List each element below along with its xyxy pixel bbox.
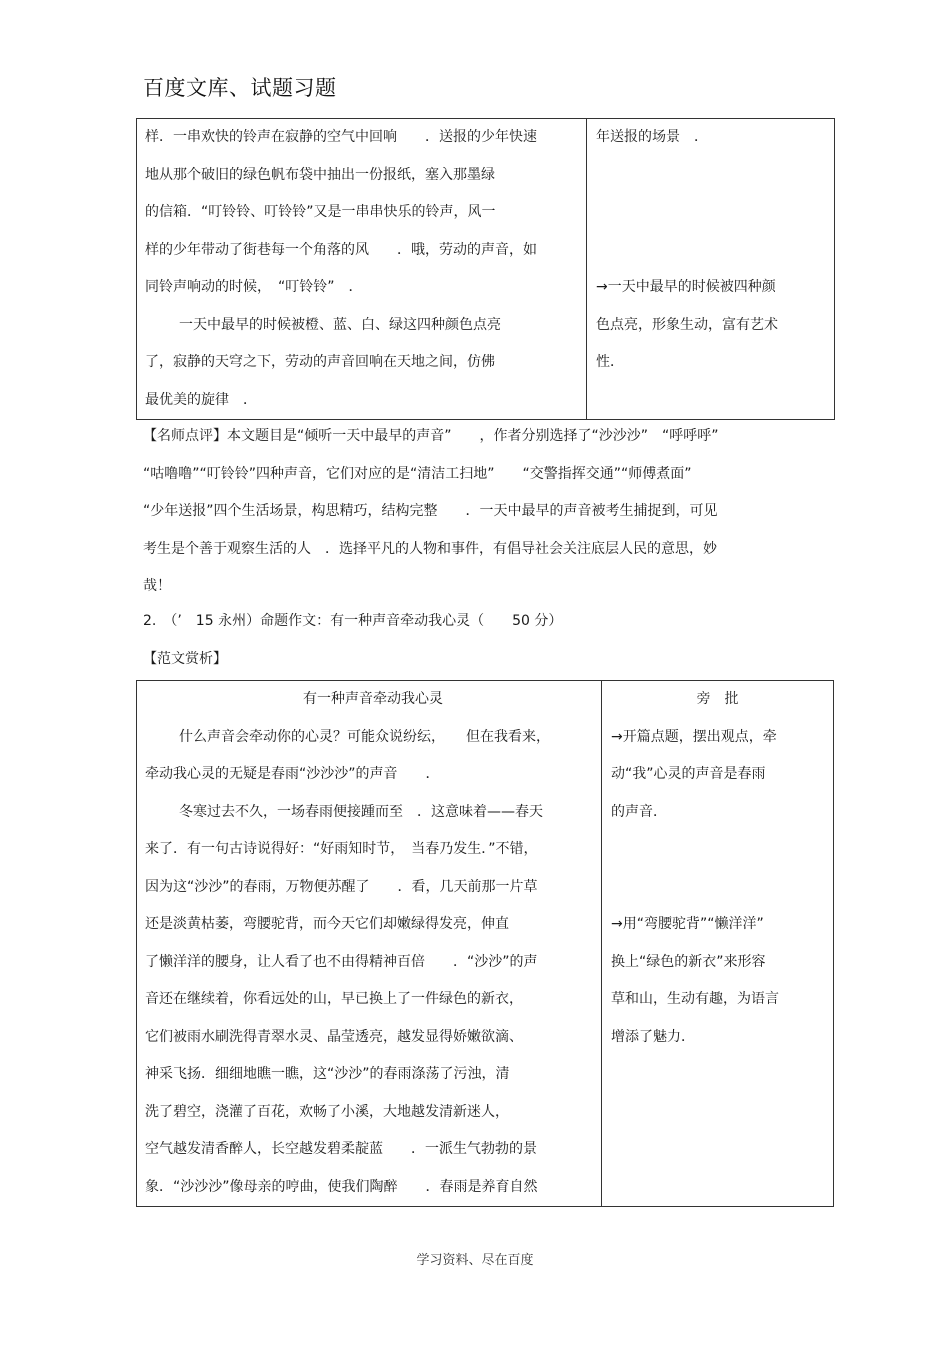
- annotation-column: [587, 119, 835, 420]
- annotation-line: 增添了魅力．: [611, 1028, 695, 1045]
- essay-text-column: [137, 681, 602, 1207]
- section-heading: 【范文赏析】: [143, 650, 227, 667]
- annotation-line: [596, 157, 834, 195]
- essay-line: 牵动我心灵的无疑是春雨“沙沙沙”的声音 ．: [145, 766, 440, 782]
- essay-line: 最优美的旋律 ．: [145, 391, 257, 408]
- review-line: “少年送报”四个生活场景，构思精巧，结构完整 ．一天中最早的声音被考生捕捉到，可见: [143, 503, 718, 519]
- essay-line: 洗了碧空，浇灌了百花，欢畅了小溪，大地越发清新迷人，: [145, 1103, 509, 1120]
- annotation-line: →开篇点题，摆出观点，牵: [611, 728, 777, 745]
- essay-line: 了懒洋洋的腰身，让人看了也不由得精神百倍 ．“沙沙”的声: [145, 953, 538, 970]
- essay-line: 同铃声响动的时候， “叮铃铃” ．: [145, 279, 363, 295]
- annotation-line: 动“我”心灵的声音是春雨: [611, 766, 766, 782]
- annotation-line: [611, 869, 833, 907]
- annotation-title: 旁 批: [696, 691, 739, 707]
- essay-line: 地从那个破旧的绿色帆布袋中抽出一份报纸，塞入那墨绿: [145, 166, 495, 183]
- essay-line: 因为这“沙沙”的春雨，万物便苏醒了 ．看，几天前那一片草: [145, 878, 538, 895]
- essay-line: 象．“沙沙沙”像母亲的哼曲，使我们陶醉 ．春雨是养育自然: [145, 1178, 538, 1195]
- essay-line: 一天中最早的时候被橙、蓝、白、绿这四种颜色点亮: [179, 316, 501, 333]
- essay-text-column: [137, 119, 587, 420]
- essay-table-2: [136, 680, 834, 1207]
- review-line: 【名师点评】本文题目是“倾听一天中最早的声音” ，作者分别选择了“沙沙沙” “呼呼呼”: [143, 428, 719, 444]
- annotation-column: [602, 681, 834, 1207]
- essay-line: 还是淡黄枯萎，弯腰驼背，而今天它们却嫩绿得发亮，伸直: [145, 916, 509, 932]
- essay-line: 的信箱．“叮铃铃、叮铃铃”又是一串串快乐的铃声，风一: [145, 204, 496, 220]
- essay-table-1: [136, 118, 835, 420]
- essay-title: 有一种声音牵动我心灵: [303, 691, 443, 707]
- essay-line: 样．一串欢快的铃声在寂静的空气中回响 ．送报的少年快速: [145, 129, 537, 145]
- annotation-line: 换上“绿色的新衣”来形容: [611, 953, 766, 970]
- question-line: 2. （’ 15 永州）命题作文：有一种声音牵动我心灵（ 50 分）: [143, 613, 563, 629]
- review-line: 哉！: [143, 578, 171, 594]
- essay-line: 样的少年带动了街巷每一个角落的风 ．哦，劳动的声音，如: [145, 241, 537, 258]
- essay-line: 冬寒过去不久，一场春雨便接踵而至 ．这意味着——春天: [179, 803, 543, 820]
- page-footer: 学习资料、尽在百度: [416, 1253, 534, 1268]
- annotation-line: 草和山，生动有趣，为语言: [611, 991, 779, 1007]
- essay-line: 它们被雨水刷洗得青翠水灵、晶莹透亮，越发显得娇嫩欲滴、: [145, 1028, 523, 1045]
- annotation-line: 性．: [596, 354, 624, 370]
- essay-line: 音还在继续着，你看远处的山，早已换上了一件绿色的新衣，: [145, 991, 523, 1007]
- annotation-line: →一天中最早的时候被四种颜: [596, 279, 776, 295]
- annotation-line: [596, 194, 834, 232]
- essay-line: 什么声音会牵动你的心灵？可能众说纷纭， 但在我看来，: [179, 728, 550, 745]
- essay-line: 来了．有一句古诗说得好：“好雨知时节， 当春乃发生．”不错，: [145, 841, 538, 857]
- annotation-line: 的声音．: [611, 803, 667, 820]
- question-prompt: [143, 603, 803, 678]
- annotation-line: →用“弯腰驼背”“懒洋洋”: [611, 916, 764, 932]
- essay-line: 神采飞扬．细细地瞧一瞧，这“沙沙”的春雨涤荡了污浊，清: [145, 1066, 510, 1082]
- review-line: “咕噜噜”“叮铃铃”四种声音，它们对应的是“清洁工扫地” “交警指挥交通”“师傅煮面”: [143, 465, 692, 482]
- annotation-line: [611, 831, 833, 869]
- review-line: 考生是个善于观察生活的人 ．选择平凡的人物和事件，有倡导社会关注底层人民的意思，妙: [143, 540, 717, 557]
- document-header: 百度文库、试题习题: [143, 76, 337, 100]
- annotation-line: 色点亮，形象生动，富有艺术: [596, 316, 778, 333]
- teacher-review: [143, 418, 803, 606]
- essay-line: 空气越发清香醉人，长空越发碧柔靛蓝 ．一派生气勃勃的景: [145, 1141, 537, 1157]
- annotation-line: [596, 232, 834, 270]
- essay-line: 了，寂静的天穹之下，劳动的声音回响在天地之间，仿佛: [145, 354, 495, 370]
- annotation-line: 年送报的场景 ．: [596, 129, 708, 145]
